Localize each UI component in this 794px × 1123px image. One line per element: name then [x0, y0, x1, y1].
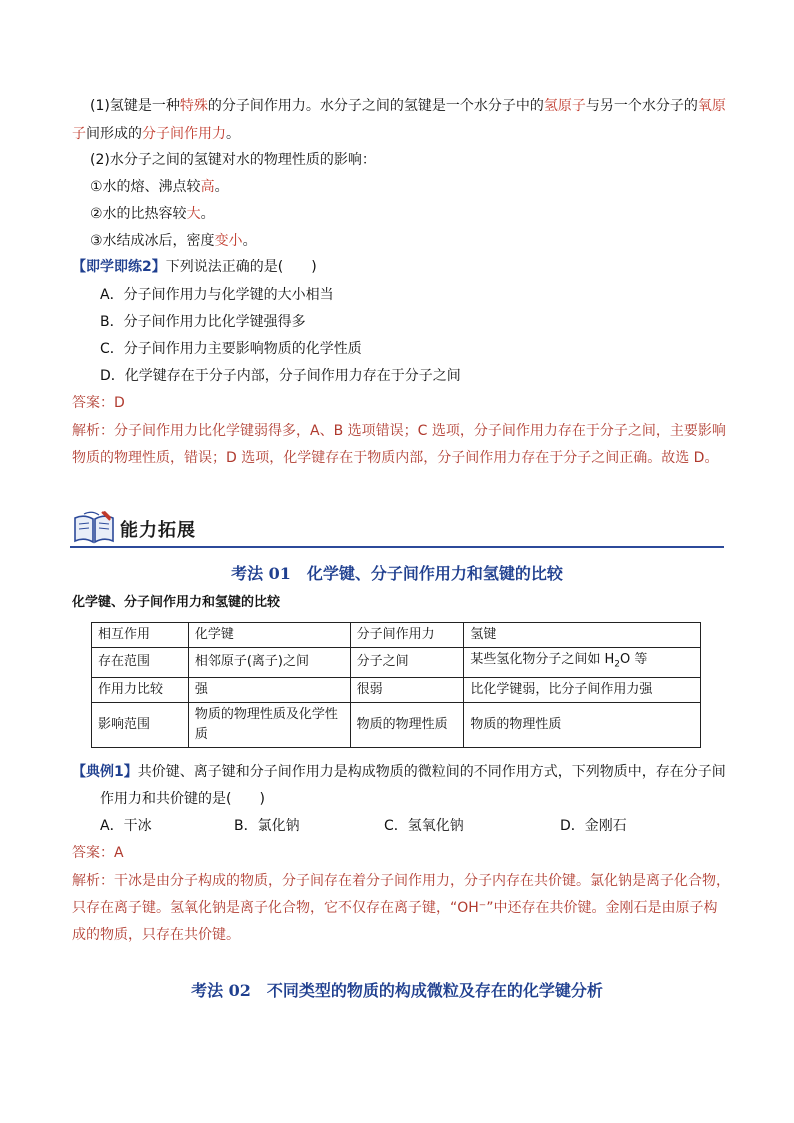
section-title: 能力拓展	[120, 520, 196, 541]
table-cell: 分子之间	[350, 648, 464, 678]
exercise-tag: 【即学即练2】	[72, 259, 166, 275]
table-cell: 影响范围	[92, 702, 189, 747]
example-1-option-c: C．氢氧化钠	[384, 818, 464, 834]
open-book-icon	[72, 510, 116, 546]
section-header	[70, 508, 724, 548]
example-1-option-b: B．氯化钠	[234, 818, 300, 834]
table-cell: 强	[188, 677, 350, 702]
example-1-question-line2: 作用力和共价键的是( )	[100, 791, 265, 807]
table-cell: 作用力比较	[92, 677, 189, 702]
exercise-2-analysis-line1: 解析：分子间作用力比化学键弱得多，A、B 选项错误；C 选项，分子间作用力存在于分子之间，主要影响	[72, 423, 726, 439]
effect-item-2: ②水的比热容较大。	[90, 206, 215, 222]
method-01-heading: 考法 01 化学键、分子间作用力和氢键的比较	[231, 564, 563, 583]
table-cell: 化学键	[188, 623, 350, 648]
hydrogen-bond-effects-heading: (2)水分子之间的氢键对水的物理性质的影响：	[90, 152, 376, 168]
hydrogen-bond-definition-line1: (1)氢键是一种特殊的分子间作用力。水分子之间的氢键是一个水分子中的氢原子与另一个水分子的氧原	[90, 98, 726, 114]
exercise-2-option-a: A．分子间作用力与化学键的大小相当	[100, 287, 334, 303]
exercise-2-option-b: B．分子间作用力比化学键强得多	[100, 314, 306, 330]
exercise-2-option-c: C．分子间作用力主要影响物质的化学性质	[100, 341, 362, 357]
exercise-2-option-d: D．化学键存在于分子内部，分子间作用力存在于分子之间	[100, 368, 461, 384]
exercise-2-question: 【即学即练2】下列说法正确的是( )	[72, 259, 317, 275]
exercise-2-answer: 答案：D	[72, 395, 125, 411]
table-cell: 分子间作用力	[350, 623, 464, 648]
example-1-option-d: D．金刚石	[560, 818, 627, 834]
example-tag: 【典例1】	[72, 764, 138, 780]
example-1-option-a: A．干冰	[100, 818, 152, 834]
table-row	[92, 702, 701, 747]
table-cell: 相邻原子(离子)之间	[188, 648, 350, 678]
comparison-subheading: 化学键、分子间作用力和氢键的比较	[72, 595, 281, 610]
example-1-answer: 答案：A	[72, 845, 124, 861]
table-cell: 很弱	[350, 677, 464, 702]
table-cell: 某些氢化物分子之间如 $H_2O$ 等	[464, 648, 701, 678]
example-1-analysis-line3: 成的物质，只存在共价键。	[72, 927, 240, 943]
table-row	[92, 623, 701, 648]
table-row	[92, 648, 701, 678]
method-02-heading: 考法 02 不同类型的物质的构成微粒及存在的化学键分析	[191, 981, 603, 1000]
exercise-2-analysis-line2: 物质的物理性质，错误；D 选项，化学键存在于物质内部，分子间作用力存在于分子之间正确。故选 D。	[72, 450, 719, 466]
section-divider	[70, 546, 724, 548]
example-1-analysis-line2: 只存在离子键。氢氧化钠是离子化合物，它不仅存在离子键，“OH⁻”中还存在共价键。金刚石是由原子构	[72, 900, 718, 916]
effect-item-1: ①水的熔、沸点较高。	[90, 179, 229, 195]
table-cell: 物质的物理性质	[464, 702, 701, 747]
table-cell: 存在范围	[92, 648, 189, 678]
example-1-analysis-line1: 解析：干冰是由分子构成的物质，分子间存在着分子间作用力，分子内存在共价键。氯化钠是离子化合物，	[72, 873, 730, 889]
table-cell: 物质的物理性质	[350, 702, 464, 747]
table-cell: 相互作用	[92, 623, 189, 648]
effect-item-3: ③水结成冰后，密度变小。	[90, 233, 257, 249]
table-row	[92, 677, 701, 702]
table-cell: 物质的物理性质及化学性质	[188, 702, 350, 747]
hydrogen-bond-definition-line2: 子间形成的分子间作用力。	[72, 126, 240, 142]
table-cell: 比化学键弱，比分子间作用力强	[464, 677, 701, 702]
comparison-table	[91, 622, 701, 748]
table-cell: 氢键	[464, 623, 701, 648]
example-1-question-line1: 【典例1】共价键、离子键和分子间作用力是构成物质的微粒间的不同作用方式，下列物质中，存在分子间	[72, 764, 726, 780]
